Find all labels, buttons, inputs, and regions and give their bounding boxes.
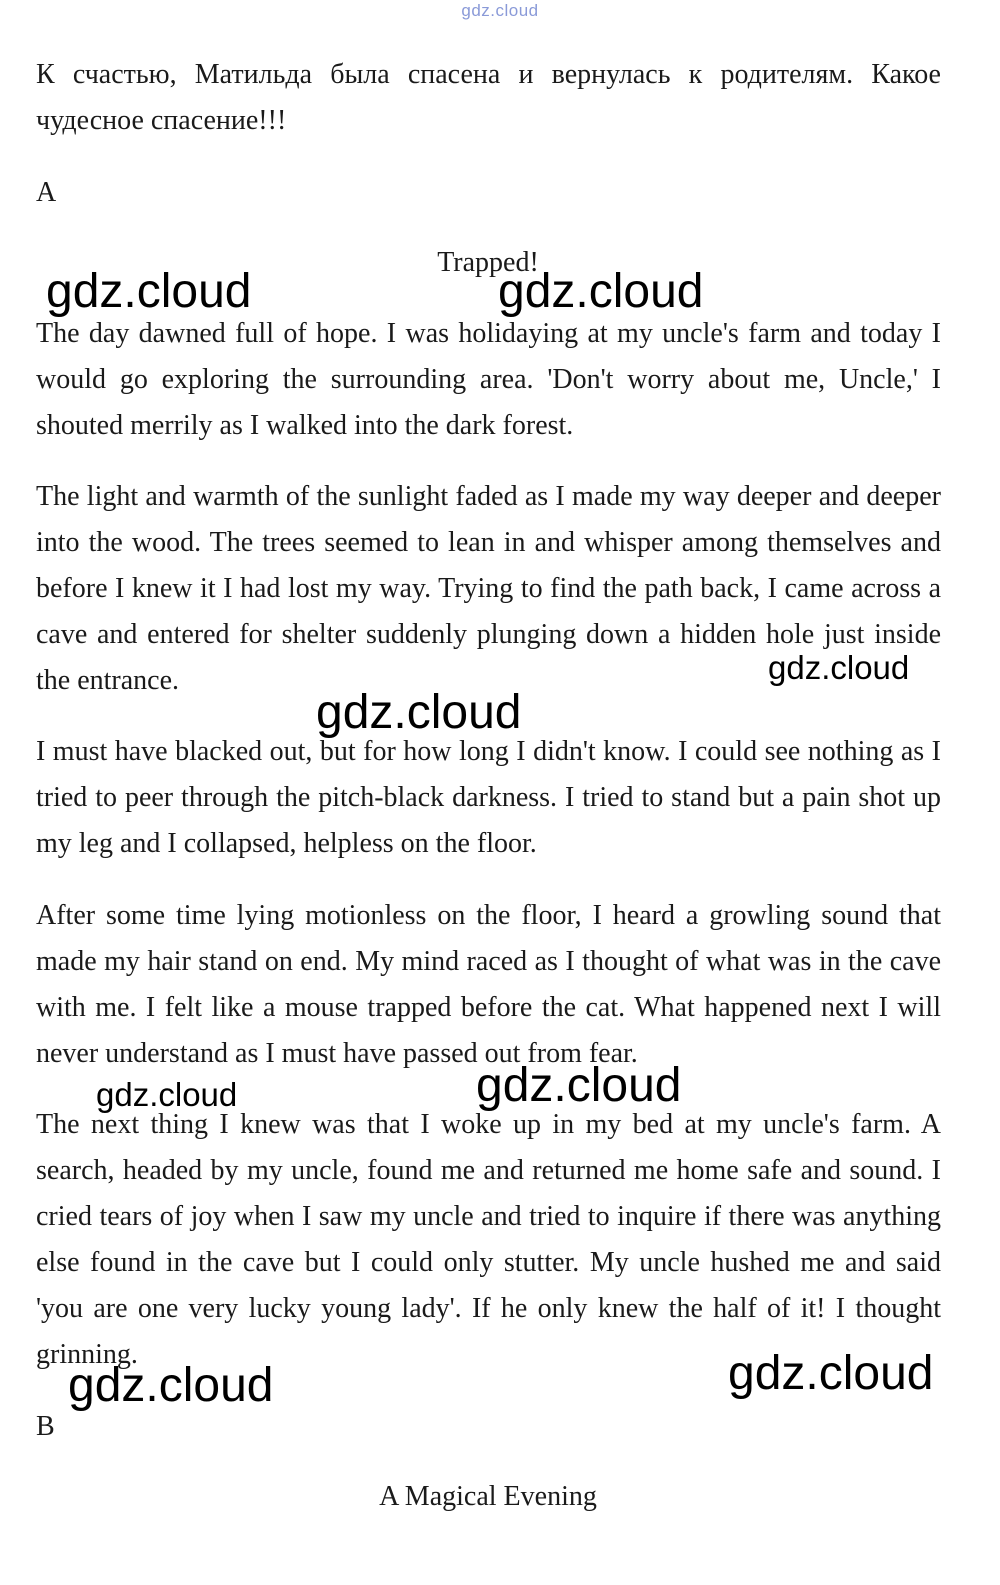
paragraph-5: The next thing I knew was that I woke up in my bed at my uncle's farm. A search, headed by my uncle, found me and returned me home safe and sound. I cried tears of joy when I saw my uncle and tried to inquire if there was anything else found in the cave but I could only stutter. My uncle hushed me and said 'you are one very lucky young lady'. If he only knew the half of it! I thought grinning. — [36, 1109, 941, 1370]
paragraph-2: The light and warmth of the sunlight faded as I made my way deeper and deeper into the wood. The trees seemed to lean in and whisper among themselves and before I knew it I had lost my way. Trying to find the path back, I came across a cave and entered for shelter suddenly plunging down a hidden hole just inside the entrance. — [36, 481, 941, 696]
section-a-label: A — [36, 177, 57, 208]
paragraph-4: After some time lying motionless on the floor, I heard a growling sound that made my hair stand on end. My mind raced as I thought of what was in the cave with me. I felt like a mouse trapped before the cat. What happened next I will never understand as I must have passed out from fear. — [36, 900, 941, 1069]
watermark: gdz.cloud — [68, 1359, 274, 1412]
watermark: gdz.cloud — [96, 1076, 238, 1113]
watermark: gdz.cloud — [768, 649, 910, 686]
source-mark: gdz.cloud — [461, 1, 539, 20]
watermark: gdz.cloud — [476, 1059, 682, 1112]
section-b-label: B — [36, 1411, 55, 1442]
paragraph-3: I must have blacked out, but for how long I didn't know. I could see nothing as I tried to peer through the pitch-black darkness. I tried to stand but a pain shot up my leg and I collapsed, helpless on the floor. — [36, 736, 941, 859]
watermark: gdz.cloud — [316, 686, 522, 739]
watermark: gdz.cloud — [728, 1347, 934, 1400]
paragraph-1: The day dawned full of hope. I was holidaying at my uncle's farm and today I would go exploring the surrounding area. 'Don't worry about me, Uncle,' I shouted merrily as I walked into the dark forest. — [36, 318, 941, 441]
section-b-title: A Magical Evening — [379, 1481, 597, 1512]
intro-paragraph: К счастью, Матильда была спасена и вернулась к родителям. Какое чудесное спасение!!! — [36, 59, 941, 136]
section-a-title: Trapped! — [437, 247, 539, 278]
watermark: gdz.cloud — [46, 265, 252, 318]
watermark: gdz.cloud — [498, 265, 704, 318]
